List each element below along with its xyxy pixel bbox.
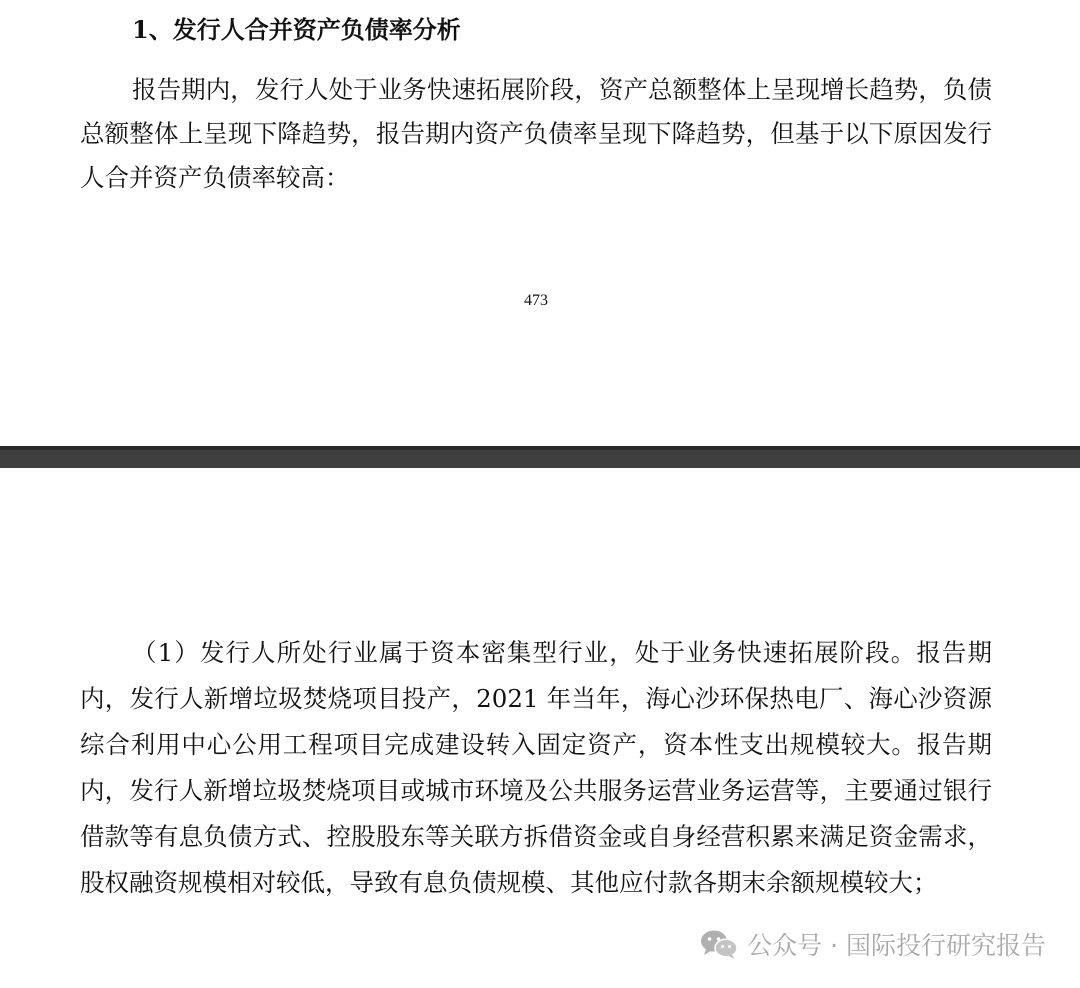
paragraph-asset-liability-intro: 报告期内，发行人处于业务快速拓展阶段，资产总额整体上呈现增长趋势，负债总额整体上呈现下降趋势，报告期内资产负债率呈现下降趋势，但基于以下原因发行人合并资产负债率较高： — [80, 75, 992, 192]
wechat-watermark — [695, 924, 1050, 964]
page-number: 473 — [524, 292, 548, 309]
wechat-icon — [699, 928, 739, 960]
watermark-text: 公众号 · 国际投行研究报告 — [747, 931, 1046, 960]
page-separator-shadow — [0, 446, 1080, 450]
section-heading: 1、发行人合并资产负债率分析 — [132, 15, 461, 44]
paragraph-reason-1: （1）发行人所处行业属于资本密集型行业，处于业务快速拓展阶段。报告期内，发行人新增垃圾焚烧项目投产，2021 年当年，海心沙环保热电厂、海心沙资源综合利用中心公用工程项目完成建设转入固定资产，资本性支出规模较大。报告期内，发行人新增垃圾焚烧项目或城市环境及公共服务运营业务运营等，主要通过银行借款等有息负债方式、控股股东等关联方拆借资金或自身经营积累来满足资金需求，股权融资规模相对较低，导致有息负债规模、其他应付款各期末余额规模较大； — [80, 638, 992, 897]
